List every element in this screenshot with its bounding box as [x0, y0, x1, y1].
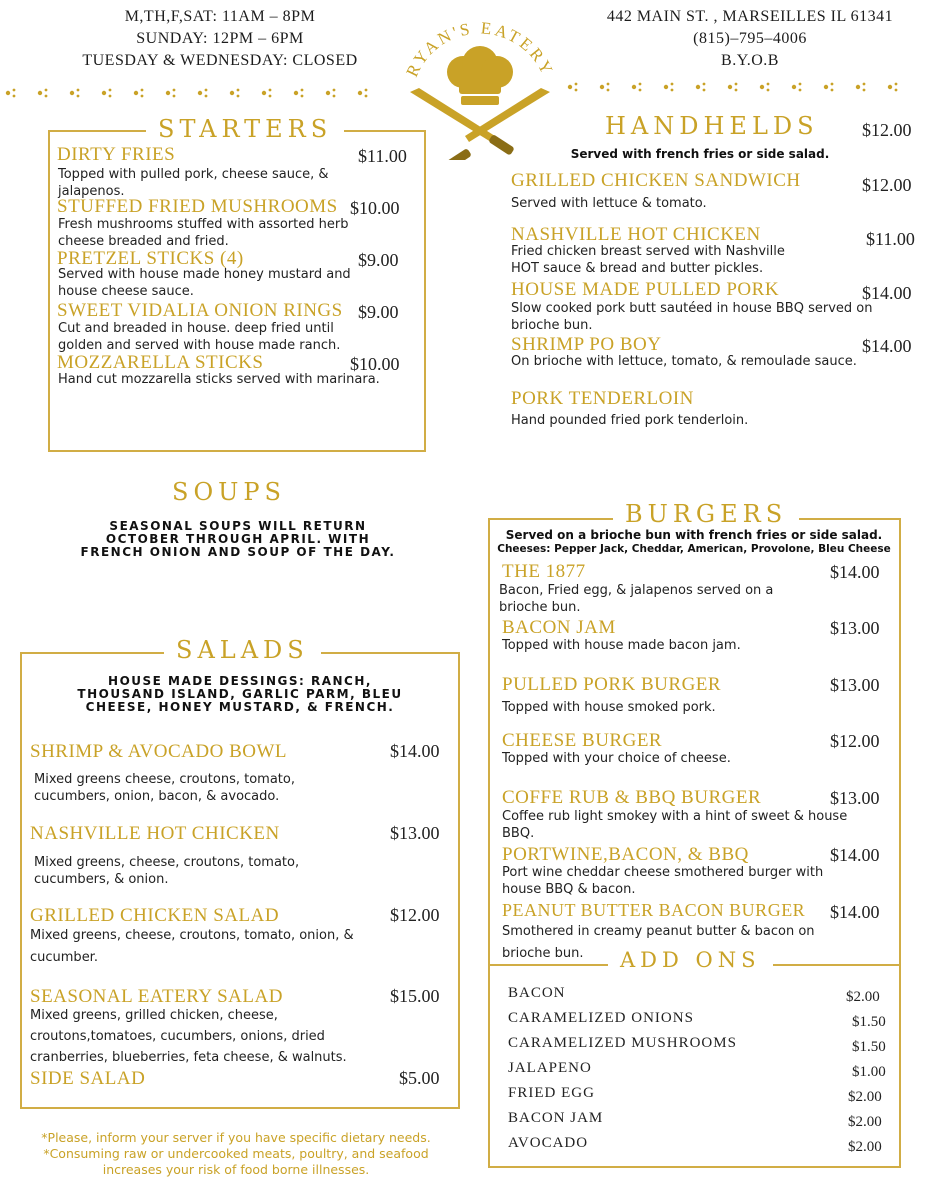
disclaimer-line: *Consuming raw or undercooked meats, poultry, and seafood [43, 1146, 429, 1161]
soups-title: SOUPS [160, 478, 298, 506]
burger-name: BACON JAM [502, 617, 616, 638]
addon-price: $2.00 [848, 1114, 882, 1130]
starter-price: $10.00 [350, 198, 400, 218]
burger-name: PORTWINE,BACON, & BBQ [502, 844, 749, 865]
salad-price: $12.00 [390, 905, 440, 925]
burger-desc: Topped with house smoked pork. [502, 700, 716, 715]
burger-desc: Bacon, Fried egg, & jalapenos served on a brioche bun. [499, 583, 774, 615]
burger-price: $13.00 [830, 788, 880, 808]
salad-price: $14.00 [390, 741, 440, 761]
starter-price: $9.00 [358, 302, 399, 322]
decorative-dots-left [0, 84, 400, 102]
salad-price: $5.00 [399, 1068, 440, 1088]
starter-price: $11.00 [358, 146, 407, 166]
handheld-name: GRILLED CHICKEN SANDWICH [511, 170, 801, 191]
starters-title: STARTERS [146, 115, 344, 143]
burgers-title: BURGERS [613, 500, 799, 528]
starter-name: PRETZEL STICKS (4) [57, 248, 244, 269]
handheld-name: NASHVILLE HOT CHICKEN [511, 224, 761, 245]
addon-name: BACON [508, 985, 566, 1001]
handheld-desc: Fried chicken breast served with Nashville HOT sauce & bread and butter pickles. [511, 244, 785, 276]
starter-desc: Cut and breaded in house. deep fried until golden and served with house made ranch. [58, 321, 341, 353]
handheld-name: SHRIMP PO BOY [511, 334, 662, 355]
phone: (815)–795–4006 [693, 30, 807, 47]
addon-name: CARAMELIZED ONIONS [508, 1010, 694, 1026]
burger-name: THE 1877 [502, 561, 586, 582]
salad-name: SHRIMP & AVOCADO BOWL [30, 741, 288, 762]
salad-name: SEASONAL EATERY SALAD [30, 986, 283, 1007]
disclaimer [20, 1130, 452, 1178]
hours-line: M,TH,F,SAT: 11AM – 8PM [124, 8, 316, 25]
burger-desc: Port wine cheddar cheese smothered burger with house BBQ & bacon. [502, 865, 824, 897]
starter-desc: Hand cut mozzarella sticks served with marinara. [58, 372, 380, 387]
hours-line: TUESDAY & WEDNESDAY: CLOSED [82, 52, 358, 69]
disclaimer-line: increases your risk of food borne illnesses. [102, 1162, 370, 1177]
handheld-desc: Slow cooked pork butt sautéed in house BBQ served on brioche bun. [511, 301, 873, 333]
burger-name: CHEESE BURGER [502, 730, 663, 751]
handheld-price: $12.00 [862, 175, 912, 195]
addons-title: ADD ONS [608, 948, 773, 972]
salad-name: GRILLED CHICKEN SALAD [30, 905, 280, 926]
burger-desc: Smothered in creamy peanut butter & bacon on brioche bun. [502, 924, 815, 961]
byob-label: B.Y.O.B [721, 52, 779, 69]
handhelds-title: HANDHELDS [593, 112, 831, 140]
addon-name: BACON JAM [508, 1110, 604, 1126]
burger-price: $12.00 [830, 731, 880, 751]
handhelds-note: Served with french fries or side salad. [570, 147, 830, 161]
starter-name: MOZZARELLA STICKS [57, 352, 264, 373]
contact-block [580, 6, 920, 72]
burgers-note: Served on a brioche bun with french fries or side salad. [505, 528, 883, 542]
soups-note: SEASONAL SOUPS WILL RETURN OCTOBER THROUGH APRIL. WITH FRENCH ONION AND SOUP OF THE DAY. [80, 519, 396, 559]
salads-dressings-note: HOUSE MADE DESSINGS: RANCH, THOUSAND ISLAND, GARLIC PARM, BLEU CHEESE, HONEY MUSTARD, & FRENCH. [77, 674, 403, 714]
burger-name: PULLED PORK BURGER [502, 674, 722, 695]
handheld-name: PORK TENDERLOIN [511, 388, 694, 409]
addon-name: AVOCADO [508, 1135, 589, 1151]
salad-name: SIDE SALAD [30, 1068, 146, 1089]
burger-price: $14.00 [830, 902, 880, 922]
starter-desc: Served with house made honey mustard and house cheese sauce. [58, 267, 351, 299]
starter-name: STUFFED FRIED MUSHROOMS [57, 196, 338, 217]
hours-block [60, 6, 380, 72]
handheld-desc: Served with lettuce & tomato. [511, 196, 707, 211]
handheld-price: $11.00 [866, 229, 915, 249]
handheld-price: $14.00 [862, 336, 912, 356]
addon-price: $2.00 [848, 1089, 882, 1105]
handheld-price: $14.00 [862, 283, 912, 303]
handheld-desc: On brioche with lettuce, tomato, & remoulade sauce. [511, 354, 857, 369]
burger-name: COFFE RUB & BBQ BURGER [502, 787, 762, 808]
starter-price: $10.00 [350, 354, 400, 374]
hours-line: SUNDAY: 12PM – 6PM [136, 30, 304, 47]
decorative-dots-right [560, 78, 927, 96]
addon-price: $2.00 [846, 989, 880, 1005]
burger-desc: Topped with house made bacon jam. [502, 638, 741, 653]
starter-name: SWEET VIDALIA ONION RINGS [57, 300, 343, 321]
burger-price: $14.00 [830, 845, 880, 865]
salads-title: SALADS [164, 636, 321, 664]
burger-desc: Coffee rub light smokey with a hint of sweet & house BBQ. [502, 809, 848, 841]
starter-desc: Fresh mushrooms stuffed with assorted herb cheese breaded and fried. [58, 217, 349, 249]
burger-name: PEANUT BUTTER BACON BURGER [502, 900, 806, 920]
addon-name: FRIED EGG [508, 1085, 595, 1101]
salad-price: $13.00 [390, 823, 440, 843]
handheld-name: HOUSE MADE PULLED PORK [511, 279, 780, 300]
addon-name: CARAMELIZED MUSHROOMS [508, 1035, 737, 1051]
burgers-cheeses: Cheeses: Pepper Jack, Cheddar, American, Provolone, Bleu Cheese [497, 543, 891, 555]
starter-price: $9.00 [358, 250, 399, 270]
burger-price: $13.00 [830, 675, 880, 695]
starter-desc: Topped with pulled pork, cheese sauce, & jalapenos. [58, 167, 329, 199]
salad-desc: Mixed greens cheese, croutons, tomato, cucumbers, onion, bacon, & avocado. [34, 772, 295, 804]
addon-price: $1.50 [852, 1014, 886, 1030]
address: 442 MAIN ST. , MARSEILLES IL 61341 [606, 8, 894, 25]
logo-text: RYAN'S EATERY [402, 18, 558, 80]
addon-price: $1.50 [852, 1039, 886, 1055]
salad-desc: Mixed greens, grilled chicken, cheese, croutons,tomatoes, cucumbers, onions, dried cranberries, blueberries, feta cheese, & walnuts. [30, 1008, 347, 1065]
salad-desc: Mixed greens, cheese, croutons, tomato, onion, & cucumber. [30, 928, 354, 965]
handheld-desc: Hand pounded fried pork tenderloin. [511, 413, 749, 428]
salad-name: NASHVILLE HOT CHICKEN [30, 823, 280, 844]
handhelds-price: $12.00 [862, 120, 912, 140]
starter-name: DIRTY FRIES [57, 144, 176, 165]
salad-price: $15.00 [390, 986, 440, 1006]
burger-price: $13.00 [830, 618, 880, 638]
addon-price: $1.00 [852, 1064, 886, 1080]
salad-desc: Mixed greens, cheese, croutons, tomato, cucumbers, & onion. [34, 855, 300, 887]
burger-price: $14.00 [830, 562, 880, 582]
addon-name: JALAPENO [508, 1060, 592, 1076]
addon-price: $2.00 [848, 1139, 882, 1155]
disclaimer-line: *Please, inform your server if you have specific dietary needs. [41, 1130, 431, 1145]
burger-desc: Topped with your choice of cheese. [502, 751, 731, 766]
